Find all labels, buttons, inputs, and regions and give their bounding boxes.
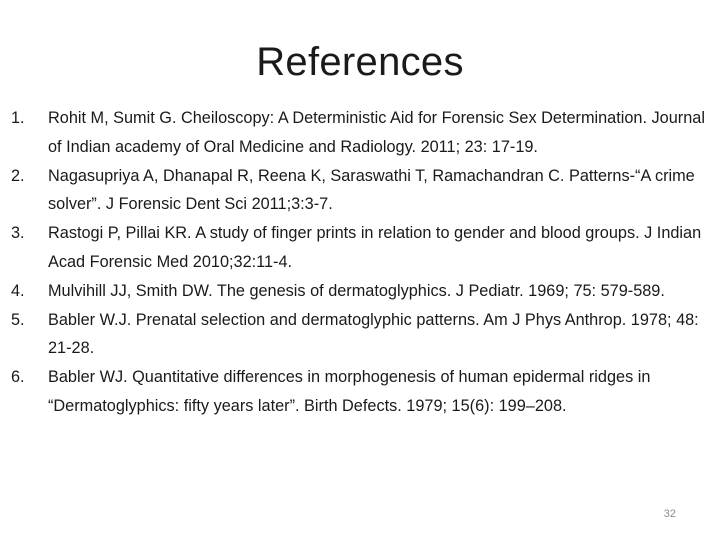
reference-text: Mulvihill JJ, Smith DW. The genesis of dermatoglyphics. J Pediatr. 1969; 75: 579-589. bbox=[48, 281, 665, 300]
reference-item-3 bbox=[11, 219, 711, 277]
reference-list bbox=[11, 104, 711, 421]
reference-item-4 bbox=[11, 277, 711, 306]
page-number: 32 bbox=[663, 508, 676, 520]
reference-item-1 bbox=[11, 104, 711, 162]
reference-text: Babler W.J. Prenatal selection and dermatoglyphic patterns. Am J Phys Anthrop. 1978; 48: 21-28. bbox=[48, 310, 699, 358]
reference-item-2 bbox=[11, 162, 711, 220]
reference-item-6 bbox=[11, 363, 711, 421]
slide-title: References bbox=[256, 40, 464, 84]
reference-text: Nagasupriya A, Dhanapal R, Reena K, Saraswathi T, Ramachandran C. Patterns‑“A crime solver”. J Forensic Dent Sci 2011;3:3‑7. bbox=[48, 166, 695, 214]
reference-item-5 bbox=[11, 306, 711, 364]
reference-text: Rohit M, Sumit G. Cheiloscopy: A Deterministic Aid for Forensic Sex Determination. Journal of Indian academy of Oral Medicine and Radiology. 2011; 23: 17-19. bbox=[48, 109, 705, 156]
reference-number: 3. bbox=[11, 224, 25, 243]
reference-number: 1. bbox=[11, 109, 25, 127]
reference-number: 6. bbox=[11, 368, 25, 387]
reference-number: 4. bbox=[11, 281, 25, 300]
reference-text: Babler WJ. Quantitative differences in morphogenesis of human epidermal ridges in “Dermatoglyphics: fifty years later”. Birth Defects. 1979; 15(6): 199–208. bbox=[48, 368, 651, 415]
reference-text: Rastogi P, Pillai KR. A study of finger prints in relation to gender and blood groups. J Indian Acad Forensic Med 2010;32:11‑4. bbox=[48, 224, 702, 271]
reference-number: 5. bbox=[11, 310, 25, 329]
reference-number: 2. bbox=[11, 166, 25, 185]
